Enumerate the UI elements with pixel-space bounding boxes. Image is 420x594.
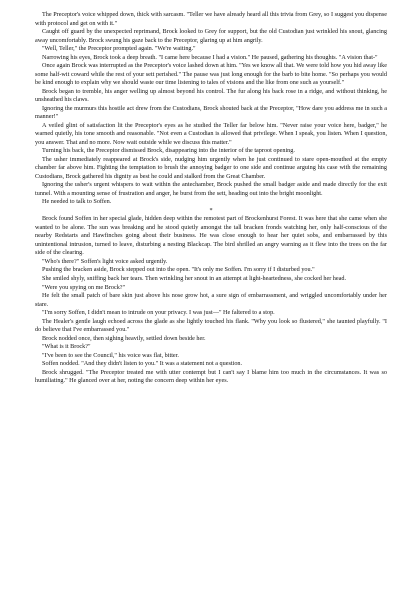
paragraph: She smiled shyly, sniffing back her tears. Then wrinkling her snout in an attempt at light-heartedness, she cocked her head. bbox=[42, 274, 347, 282]
document-page bbox=[35, 11, 387, 386]
paragraph: "Who's there?" Soffen's light voice asked urgently. bbox=[42, 257, 168, 265]
paragraph: "I'm sorry Soffen, I didn't mean to intrude on your privacy. I was just—" He faltered to a stop. bbox=[42, 309, 275, 317]
paragraph: "What is it Brock?" bbox=[42, 343, 91, 351]
paragraph: The Preceptor's voice whipped down, thick with sarcasm. "Teller we have already heard all this trivia from Grey, so I suggest you dispense with protocol and get on with it." bbox=[35, 11, 387, 27]
section-separator: * bbox=[209, 206, 213, 214]
paragraph: Turning his back, the Preceptor dismissed Brock, disappearing into the interior of the taproot opening. bbox=[42, 147, 295, 155]
paragraph: The Healer's gentle laugh echoed across the glade as she lightly touched his flank. "Why you look so flustered," she taunted playfully. "I do believe that I've embarrassed you." bbox=[35, 317, 387, 334]
paragraph: Brock nodded once, then sighing heavily, settled down beside her. bbox=[42, 334, 206, 342]
paragraph: Soffen nodded. "And they didn't listen to you." It was a statement not a question. bbox=[42, 360, 243, 368]
paragraph: Brock shrugged. "The Preceptor treated me with utter contempt but I can't say I blame him too much in the circumstances. It was so humiliating." He glanced over at her, noting the concern deep within her eyes. bbox=[35, 368, 387, 385]
paragraph: "Well, Teller," the Preceptor prompted again. "We're waiting." bbox=[42, 45, 196, 53]
paragraph: "Were you spying on me Brock?" bbox=[42, 283, 126, 291]
paragraph: Caught off guard by the unexpected reprimand, Brock looked to Grey for support, but the old Custodian just wrinkled his snout, glancing away uncomfortably. Brock swung his gaze back to the Preceptor, glaring up at him angrily. bbox=[35, 28, 387, 44]
paragraph: Ignoring the murmurs this hostile act drew from the Custodians, Brock shouted back at the Preceptor, "How dare you address me in such a manner!" bbox=[35, 104, 387, 121]
paragraph: "I've been to see the Council," his voice was flat, bitter. bbox=[42, 351, 179, 359]
paragraph: Once again Brock was interrupted as the Preceptor's voice lashed down at him. "Yes we know all that. We were told how you hid away like some half-wit coward while the rest of your sett perished." The pause was just long enough for the barb to bite home. "So perhaps you would be kind enough to explain why we should waste our time listening to tales of visions and the like from one such as yourself." bbox=[35, 62, 387, 87]
paragraph: Brock began to tremble, his anger welling up almost beyond his control. The fur along his back rose in a ridge, and without thinking, he unsheathed his claws. bbox=[35, 87, 387, 104]
paragraph: He felt the small patch of bare skin just above his nose grow hot, a sure sign of embarrassment, and wriggled uncomfortably under her stare. bbox=[35, 292, 387, 308]
paragraph: The usher immediately reappeared at Brock's side, nudging him urgently when he just continued to stare open-mouthed at the empty chamber far above him. Fighting the temptation to brush the annoying badger to one side and continue arguing his case with the remaining Custodians, Brock gathered his dignity as best he could and stalked from the Great Chamber. bbox=[35, 155, 387, 180]
paragraph: Ignoring the usher's urgent whispers to wait within the antechamber, Brock pushed the small badger aside and made directly for the exit tunnel. With a mounting sense of frustration and anger, he burst from the sett, heading out into the bright moonlight. bbox=[35, 181, 387, 197]
paragraph: A veiled glint of satisfaction lit the Preceptor's eyes as he studied the Teller far below him. "Never raise your voice here, badger," he warned quietly, his tone smooth and reasonable. "Not even a Custodian is allowed that privilege. When I speak, you listen. When I question, you answer. That and no more. Now wait outside while we discuss this matter." bbox=[35, 121, 387, 146]
paragraph: Pushing the bracken aside, Brock stepped out into the open. "It's only me Soffen. I'm sorry if I disturbed you." bbox=[42, 266, 315, 274]
paragraph: He needed to talk to Soffen. bbox=[42, 198, 112, 206]
paragraph: Brock found Soffen in her special glade, hidden deep within the remotest part of Brockenhurst Forest. It was here that she came when she wanted to be alone. The sun was breaking and he stood quietly amongst the tall bracken fronds watching her, only half-conscious of the nearby Redstarts and Hawfinches going about their business. He was close enough to hear her quiet sobs, and embarrassed by this unintentional intrusion, turned to leave, disturbing a nesting Blackcap. The bird shrilled an angry warning as it flew into the trees on the far side of the clearing. bbox=[35, 215, 387, 257]
paragraph: Narrowing his eyes, Brock took a deep breath. "I came here because I had a vision." He paused, gathering his thoughts. "A vision that-" bbox=[42, 53, 378, 61]
